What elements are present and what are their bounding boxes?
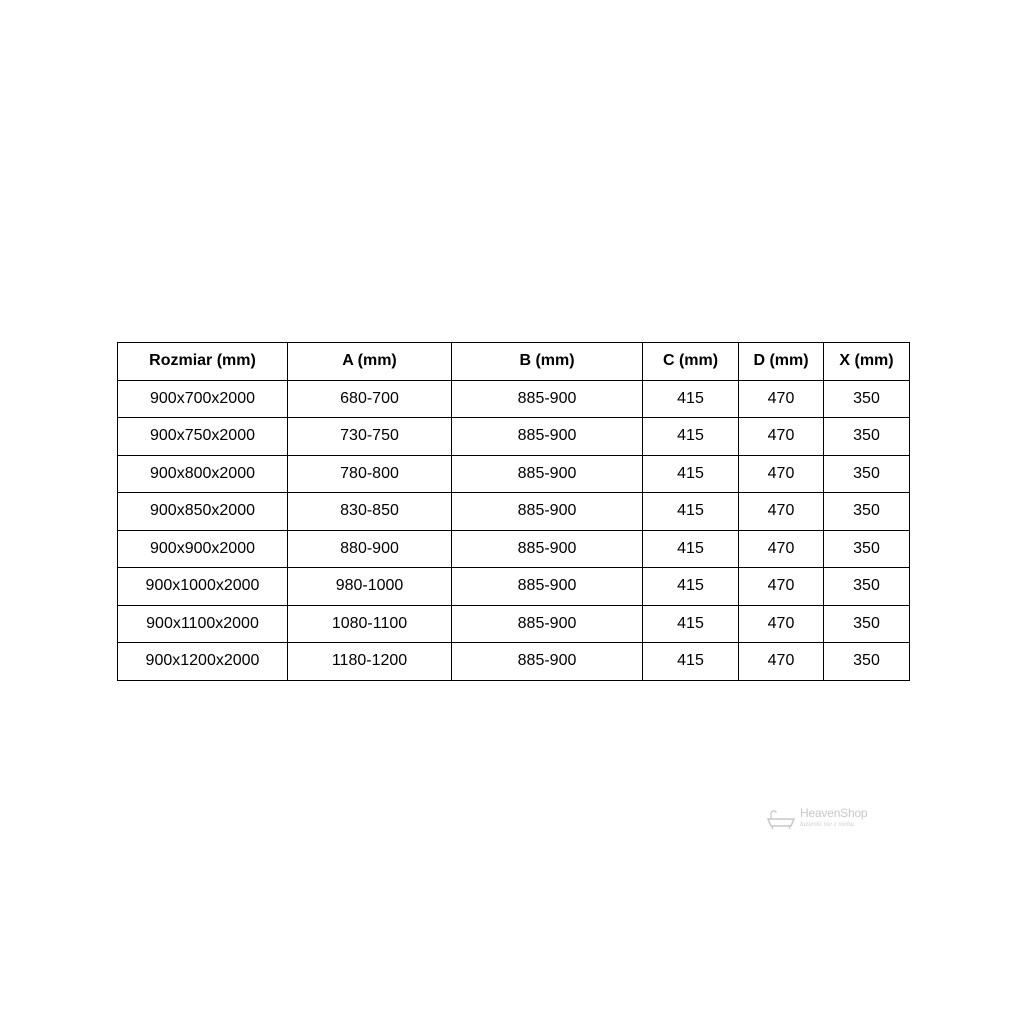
bathtub-icon bbox=[766, 810, 796, 830]
cell-x: 350 bbox=[824, 455, 910, 493]
cell-d: 470 bbox=[739, 643, 824, 681]
cell-rozmiar: 900x1000x2000 bbox=[118, 568, 288, 606]
table-row bbox=[118, 530, 910, 568]
cell-x: 350 bbox=[824, 605, 910, 643]
header-b: B (mm) bbox=[452, 343, 643, 381]
cell-c: 415 bbox=[643, 493, 739, 531]
cell-a: 680-700 bbox=[288, 380, 452, 418]
cell-d: 470 bbox=[739, 455, 824, 493]
cell-d: 470 bbox=[739, 493, 824, 531]
table-row bbox=[118, 380, 910, 418]
cell-b: 885-900 bbox=[452, 605, 643, 643]
cell-a: 830-850 bbox=[288, 493, 452, 531]
table-row bbox=[118, 418, 910, 456]
header-row bbox=[118, 343, 910, 381]
cell-c: 415 bbox=[643, 605, 739, 643]
cell-c: 415 bbox=[643, 380, 739, 418]
cell-b: 885-900 bbox=[452, 568, 643, 606]
cell-d: 470 bbox=[739, 568, 824, 606]
cell-a: 730-750 bbox=[288, 418, 452, 456]
watermark-tagline: łazienki nie z nieba bbox=[800, 820, 854, 828]
cell-b: 885-900 bbox=[452, 418, 643, 456]
table-row bbox=[118, 605, 910, 643]
cell-rozmiar: 900x700x2000 bbox=[118, 380, 288, 418]
cell-b: 885-900 bbox=[452, 643, 643, 681]
cell-rozmiar: 900x1200x2000 bbox=[118, 643, 288, 681]
cell-x: 350 bbox=[824, 568, 910, 606]
cell-c: 415 bbox=[643, 568, 739, 606]
cell-b: 885-900 bbox=[452, 530, 643, 568]
cell-x: 350 bbox=[824, 493, 910, 531]
cell-rozmiar: 900x750x2000 bbox=[118, 418, 288, 456]
header-a: A (mm) bbox=[288, 343, 452, 381]
cell-a: 1080-1100 bbox=[288, 605, 452, 643]
cell-c: 415 bbox=[643, 530, 739, 568]
cell-a: 980-1000 bbox=[288, 568, 452, 606]
table-row bbox=[118, 643, 910, 681]
cell-rozmiar: 900x850x2000 bbox=[118, 493, 288, 531]
cell-b: 885-900 bbox=[452, 455, 643, 493]
cell-rozmiar: 900x900x2000 bbox=[118, 530, 288, 568]
cell-b: 885-900 bbox=[452, 493, 643, 531]
cell-d: 470 bbox=[739, 418, 824, 456]
cell-rozmiar: 900x800x2000 bbox=[118, 455, 288, 493]
cell-x: 350 bbox=[824, 530, 910, 568]
table-row bbox=[118, 568, 910, 606]
cell-x: 350 bbox=[824, 380, 910, 418]
cell-a: 780-800 bbox=[288, 455, 452, 493]
header-d: D (mm) bbox=[739, 343, 824, 381]
header-x: X (mm) bbox=[824, 343, 910, 381]
cell-d: 470 bbox=[739, 530, 824, 568]
header-rozmiar: Rozmiar (mm) bbox=[118, 343, 288, 381]
table-row bbox=[118, 455, 910, 493]
header-c: C (mm) bbox=[643, 343, 739, 381]
cell-x: 350 bbox=[824, 418, 910, 456]
cell-x: 350 bbox=[824, 643, 910, 681]
cell-c: 415 bbox=[643, 418, 739, 456]
heavenshop-watermark bbox=[766, 804, 886, 834]
cell-b: 885-900 bbox=[452, 380, 643, 418]
cell-d: 470 bbox=[739, 380, 824, 418]
cell-c: 415 bbox=[643, 455, 739, 493]
cell-a: 880-900 bbox=[288, 530, 452, 568]
cell-rozmiar: 900x1100x2000 bbox=[118, 605, 288, 643]
watermark-brand: HeavenShop bbox=[800, 806, 868, 820]
cell-c: 415 bbox=[643, 643, 739, 681]
cell-d: 470 bbox=[739, 605, 824, 643]
table-row bbox=[118, 493, 910, 531]
dimensions-table bbox=[117, 342, 910, 681]
cell-a: 1180-1200 bbox=[288, 643, 452, 681]
